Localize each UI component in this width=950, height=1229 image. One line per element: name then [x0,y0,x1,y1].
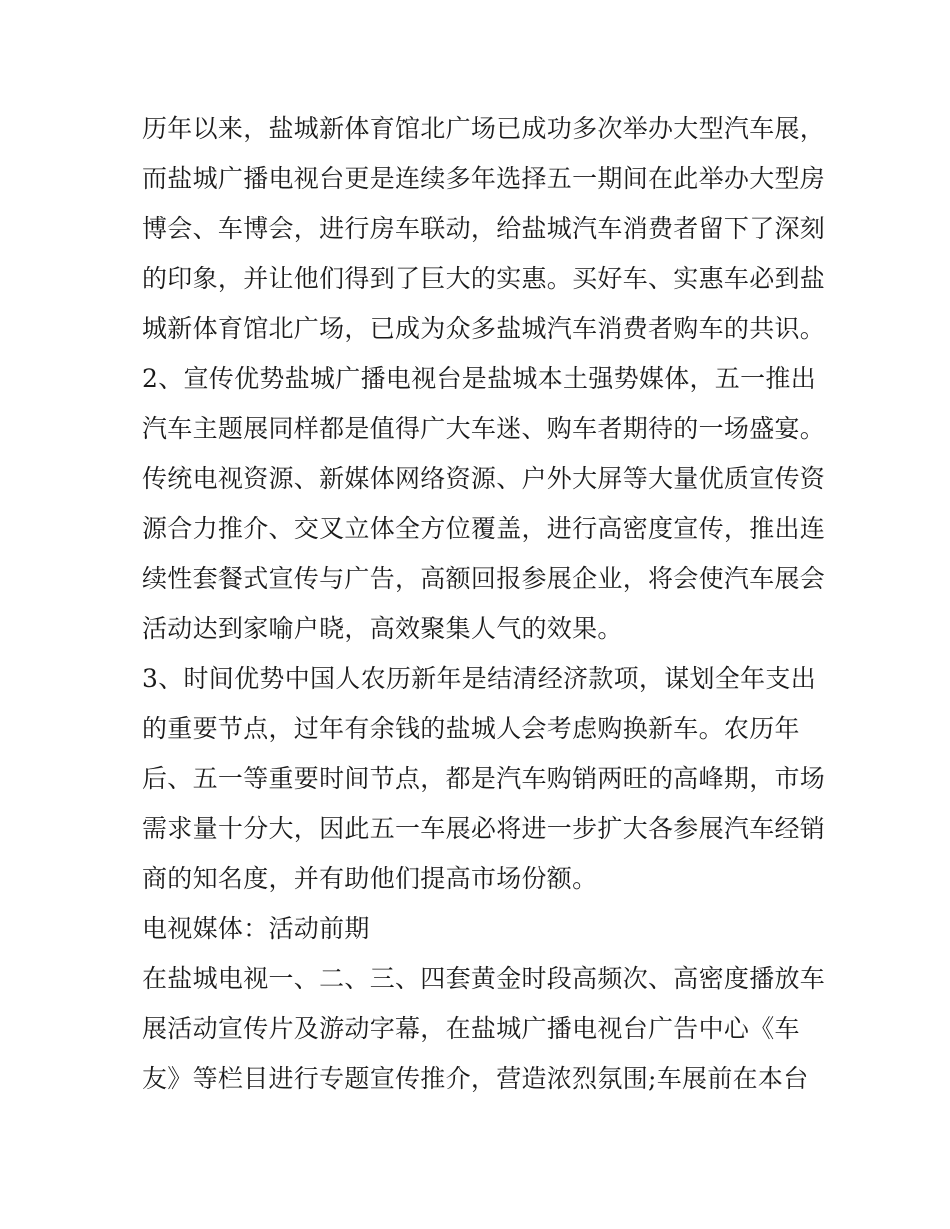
section-heading: 电视媒体：活动前期 [142,914,370,943]
paragraph-line: 源合力推介、交叉立体全方位覆盖，进行高密度宣传，推出连 [142,514,826,543]
paragraph-line: 历年以来，盐城新体育馆北广场已成功多次举办大型汽车展， [142,114,826,143]
paragraph-line: 城新体育馆北广场，已成为众多盐城汽车消费者购车的共识。 [142,314,826,343]
paragraph-line: 的重要节点，过年有余钱的盐城人会考虑购换新车。农历年 [142,714,800,743]
paragraph-line: 3、时间优势中国人农历新年是结清经济款项，谋划全年支出 [142,664,817,693]
paragraph-line: 后、五一等重要时间节点，都是汽车购销两旺的高峰期，市场 [142,764,826,793]
paragraph-line: 而盐城广播电视台更是连续多年选择五一期间在此举办大型房 [142,164,826,193]
paragraph-line: 需求量十分大，因此五一车展必将进一步扩大各参展汽车经销 [142,814,826,843]
paragraph-line: 友》等栏目进行专题宣传推介，营造浓烈氛围;车展前在本台 [142,1064,809,1093]
paragraph-line: 2、宣传优势盐城广播电视台是盐城本土强势媒体，五一推出 [142,364,817,393]
paragraph-line: 汽车主题展同样都是值得广大车迷、购车者期待的一场盛宴。 [142,414,826,443]
paragraph-line: 传统电视资源、新媒体网络资源、户外大屏等大量优质宣传资 [142,464,826,493]
paragraph-line: 续性套餐式宣传与广告，高额回报参展企业，将会使汽车展会 [142,564,826,593]
paragraph-line: 活动达到家喻户晓，高效聚集人气的效果。 [142,614,623,643]
paragraph-line: 商的知名度，并有助他们提高市场份额。 [142,864,598,893]
paragraph-line: 的印象，并让他们得到了巨大的实惠。买好车、实惠车必到盐 [142,264,826,293]
paragraph-line: 展活动宣传片及游动字幕，在盐城广播电视台广告中心《车 [142,1014,800,1043]
paragraph-line: 博会、车博会，进行房车联动，给盐城汽车消费者留下了深刻 [142,214,826,243]
paragraph-line: 在盐城电视一、二、三、四套黄金时段高频次、高密度播放车 [142,964,826,993]
